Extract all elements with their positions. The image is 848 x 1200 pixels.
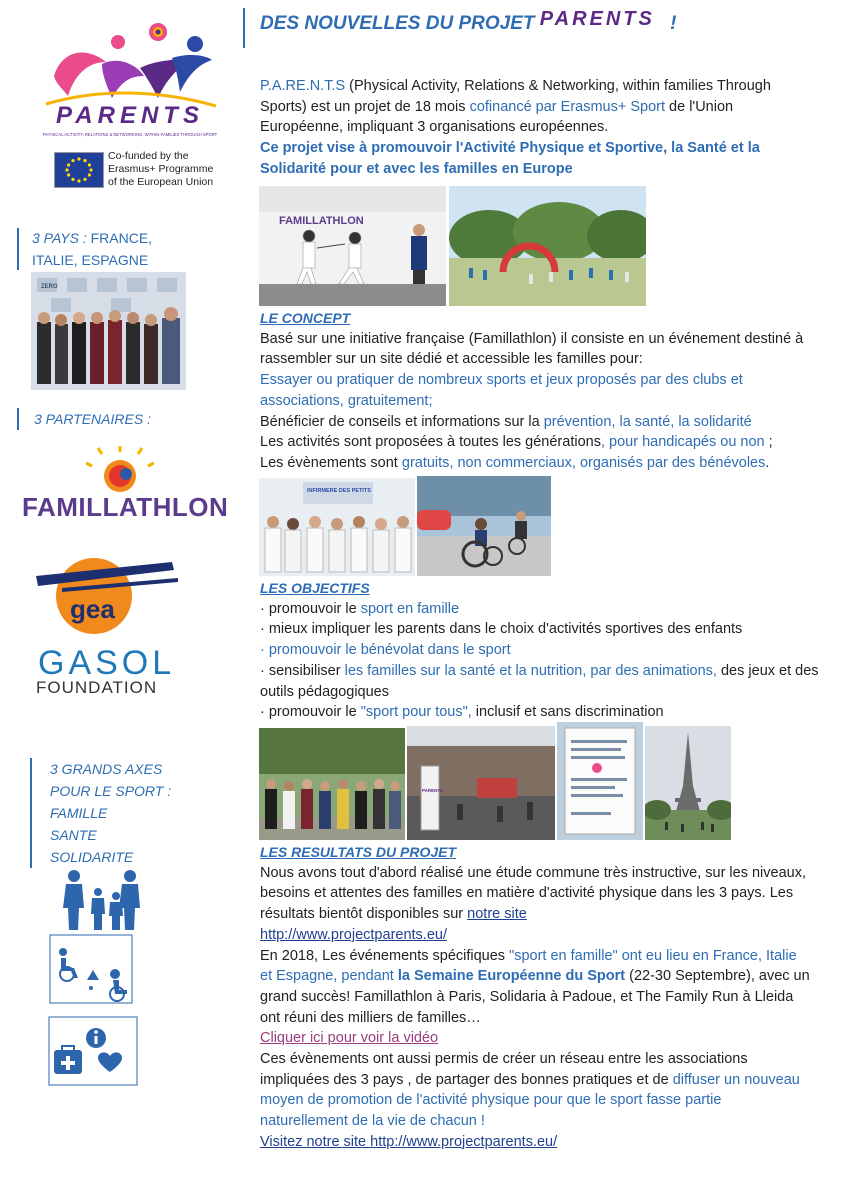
objective-3: · promouvoir le bénévolat dans le sport <box>260 642 511 659</box>
parents-logo <box>40 18 220 148</box>
intro <box>260 76 810 180</box>
concept-line-2: Essayer ou pratiquer de nombreux sports et jeux proposés par des clubs et associations, gratuitement; <box>260 372 743 409</box>
eu-flag-icon <box>54 152 104 188</box>
objective-4: · sensibiliser les familles sur la santé et la nutrition, par des animations, des jeux et des outils pédagogiques <box>260 662 819 700</box>
first-aid-kit-icon <box>54 1046 82 1074</box>
intro-paragraph-2: Ce projet vise à promouvoir l'Activité Physique et Sportive, la Santé et la Solidarité pour et avec les familles en Europe <box>260 140 760 177</box>
gasol-foundation-text: FOUNDATION <box>36 678 158 697</box>
wheelchair-sport-photo <box>417 476 551 576</box>
stage-banner-text: FAMILLATHLON <box>279 215 364 227</box>
partners-bar <box>17 408 19 430</box>
parents-logo-text: PARENTS <box>56 102 204 129</box>
flyer-photo <box>557 722 643 840</box>
eiffel-tower-photo <box>645 726 731 840</box>
results-section <box>260 842 810 1153</box>
concept-line-1: Basé sur une initiative française (Famillathlon) il consiste en un événement destiné à rassembler sur un site dédié et accessible les familles pour: <box>260 330 804 368</box>
solidarity-icons <box>48 1016 138 1086</box>
team-photo <box>31 272 186 390</box>
concept-line-5: Les évènements sont gratuits, non commerciaux, organisés par des bénévoles. <box>260 454 770 471</box>
objective-5: · promouvoir le "sport pour tous", inclusif et sans discrimination <box>260 704 664 721</box>
zero-banner-text: ZERO <box>41 284 58 290</box>
eu-cofunded-block <box>54 150 224 192</box>
partners-label: 3 PARTENAIRES : <box>34 411 151 427</box>
results-title: LES RESULTATS DU PROJET <box>260 844 457 860</box>
objectives-title: LES OBJECTIFS <box>260 580 370 596</box>
health-wheelchair-icon <box>49 934 133 1004</box>
eu-text-line3: of the European Union <box>108 176 214 188</box>
eu-text-line1: Co-funded by the <box>108 150 189 162</box>
results-paragraph-2: En 2018, Les événements spécifiques "sport en famille" ont eu lieu en France, Italie et Espagne, pendant la Semaine Européenne du Sport (22-30 Septembre), avec un grand succès! Famillathlon à Paris, Solidaria à Padoue, et The Family Run à Lleida ont réuni des milliers de familles… <box>260 947 810 1026</box>
intro-paragraph-1: P.A.RE.N.T.S (Physical Activity, Relations & Networking, within families Through Sports) est un projet de 18 mois cofinancé par Erasmus+ Sport de l'Union Européenne, impliquant 3 organisations européennes. <box>260 78 771 136</box>
countries-label: 3 PAYS : FRANCE, ITALIE, ESPAGNE <box>32 230 153 268</box>
video-link[interactable]: Cliquer ici pour voir la vidéo <box>260 1030 439 1047</box>
family-icon <box>58 868 142 932</box>
page-title-brand: PARENTS <box>539 8 655 30</box>
fencing-photo <box>259 186 446 306</box>
concept-line-4: Les activités sont proposées à toutes les générations, pour handicapés ou non ; <box>260 434 773 451</box>
famillathlon-sun-icon <box>22 446 217 496</box>
famillathlon-logo <box>22 446 229 526</box>
flyer-banner-text: PARENTS <box>422 788 444 793</box>
gasol-logo <box>32 646 202 698</box>
info-icon <box>86 1028 106 1048</box>
objective-2: · mieux impliquer les parents dans le choix d'activités sportives des enfants <box>260 621 743 638</box>
concept-title: LE CONCEPT <box>260 310 351 326</box>
countries-bar <box>17 228 19 270</box>
axes-bar <box>30 758 32 868</box>
concept-line-3: Bénéficier de conseils et informations sur la prévention, la santé, la solidarité <box>260 413 752 430</box>
objectives-section <box>260 578 820 723</box>
group-outdoor-photo <box>259 728 405 840</box>
results-paragraph-1: Nous avons tout d'abord réalisé une étude commune très instructive, sur les niveaux, besoins et attentes des familles en matière d'activité physique dans les 3 pays. Les résultats bientôt disponibles sur notre site http://www.projectparents.eu/ <box>260 864 807 943</box>
visit-site-link[interactable]: Visitez notre site http://www.projectparents.eu/ <box>260 1133 558 1150</box>
parents-logo-tagline: PHYSICAL ACTIVITY, RELATIONS & NETWORKING, WITHIN FAMILIES THROUGH SPORT <box>42 132 218 137</box>
outdoor-event-photo <box>449 186 646 306</box>
objective-1: · promouvoir le sport en famille <box>260 600 460 617</box>
project-site-link[interactable]: http://www.projectparents.eu/ <box>260 926 447 943</box>
concept-section <box>260 308 820 474</box>
square-event-photo <box>407 726 555 840</box>
gasol-logo-text: GASOL <box>38 644 176 682</box>
gea-logo-text: gea <box>70 594 115 624</box>
page-title <box>260 8 677 35</box>
header-bar <box>243 8 245 48</box>
notre-site-link[interactable]: notre site <box>467 906 527 923</box>
famillathlon-logo-text: FAMILLATHLON <box>22 492 229 522</box>
page-title-prefix: DES NOUVELLES DU PROJET <box>260 13 535 34</box>
infirmiere-banner-text: INFIRMERE DES PETITS <box>307 488 371 494</box>
results-paragraph-3: Ces évènements ont aussi permis de créer un réseau entre les associations impliquées des 3 pays , de partager des bonnes pratiques et de diffuser un nouveau moyen de promotion de l'activité physique pour que le sport fasse partie naturellement de la vie de chacun ! <box>260 1051 800 1130</box>
gea-logo <box>32 548 182 638</box>
page-title-suffix: ! <box>670 13 677 34</box>
volunteers-photo <box>259 478 415 576</box>
eu-text-line2: Erasmus+ Programme <box>108 163 214 175</box>
axes-label: 3 GRANDS AXES POUR LE SPORT : FAMILLE SANTE SOLIDARITE <box>50 761 172 865</box>
heart-hands-icon <box>98 1052 122 1072</box>
